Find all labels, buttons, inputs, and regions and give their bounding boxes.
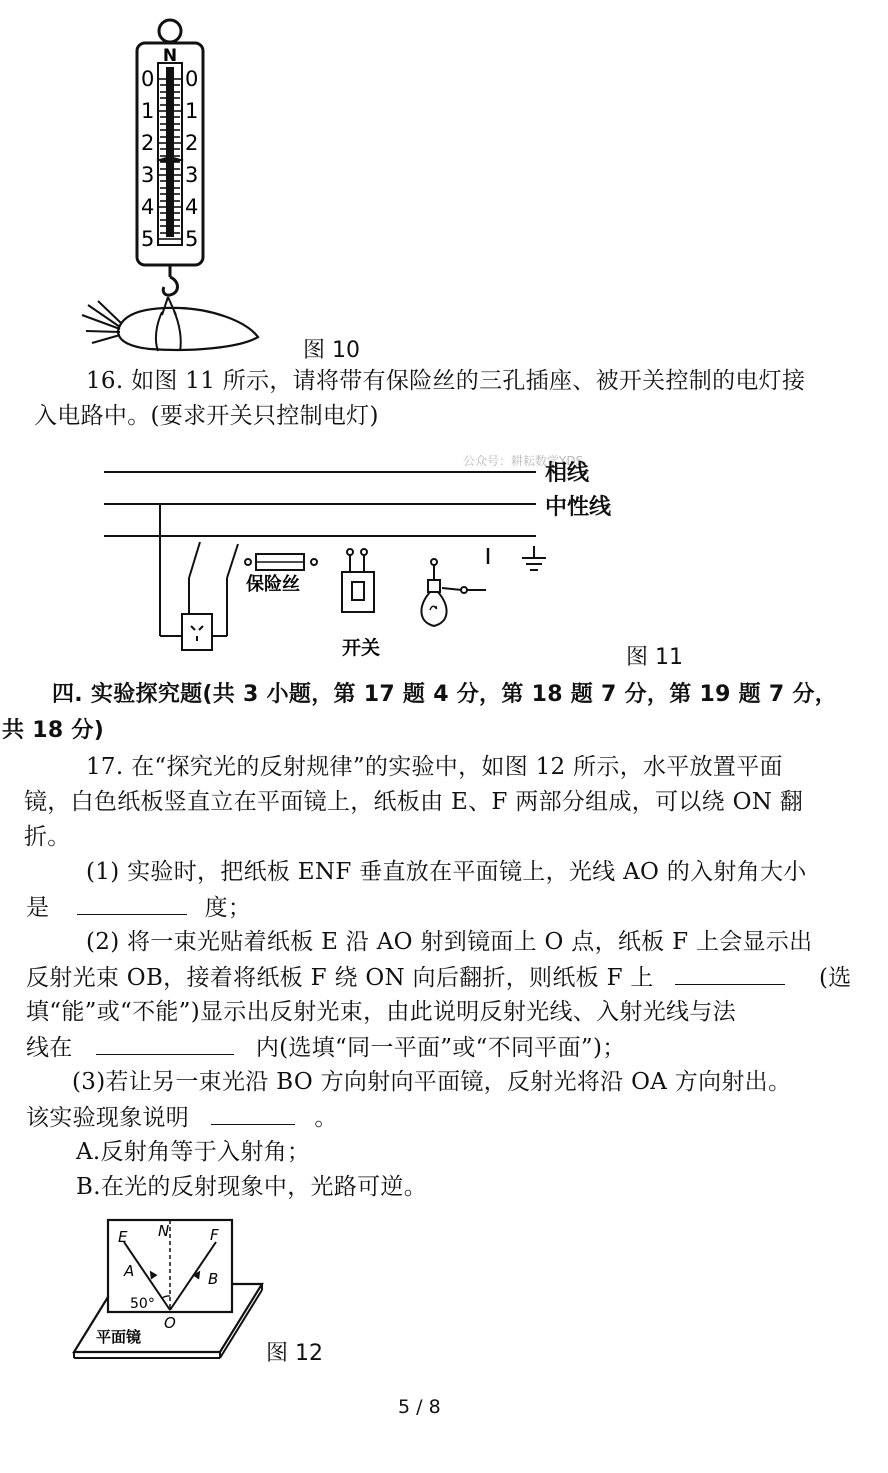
answer-blank-4[interactable] — [211, 1102, 295, 1125]
q17-part2-e — [26, 1032, 626, 1063]
q17-part3-b — [26, 1102, 338, 1133]
q17-part1-b-text: 是 — [26, 895, 50, 921]
q17-option-b: B.在光的反射现象中，光路可逆。 — [76, 1174, 428, 1200]
scale-right-1: 1 — [185, 99, 199, 123]
scale-right-3: 3 — [185, 163, 199, 187]
scale-right-4: 4 — [185, 195, 199, 219]
fig12-label-N: N — [158, 1222, 170, 1240]
q17-line-1: 17. 在“探究光的反射规律”的实验中，如图 12 所示，水平放置平面 — [86, 754, 783, 780]
scale-left-1: 1 — [141, 99, 155, 123]
scale-left-5: 5 — [141, 227, 155, 251]
neutral-wire-label: 中性线 — [545, 495, 612, 520]
answer-blank-1[interactable] — [77, 892, 187, 915]
q17-part2-b-text: 反射光束 OB，接着将纸板 F 绕 ON 向后翻折，则纸板 F 上 — [26, 965, 654, 991]
page-number: 5 / 8 — [398, 1396, 441, 1418]
q17-part2-a: (2) 将一束光贴着纸板 E 沿 AO 射到镜面上 O 点，纸板 F 上会显示出 — [86, 929, 813, 955]
q17-part2-c-text: (选 — [818, 965, 852, 991]
q17-part3-a: (3)若让另一束光沿 BO 方向射向平面镜，反射光将沿 OA 方向射出。 — [72, 1069, 792, 1095]
scale-right-0: 0 — [185, 67, 199, 91]
section-4-heading-cont: 共 18 分) — [2, 718, 105, 743]
answer-blank-3[interactable] — [96, 1032, 234, 1055]
figure-12-caption: 图 12 — [266, 1341, 323, 1366]
q16-line-2: 入电路中。(要求开关只控制电灯) — [34, 403, 379, 429]
figure-10-spring-scale — [70, 15, 300, 360]
scale-left-3: 3 — [141, 163, 155, 187]
watermark: 公众号：耕耘数学YDS — [463, 454, 584, 468]
q17-option-a: A.反射角等于入射角； — [76, 1139, 311, 1165]
q17-part1-c-text: 度； — [204, 895, 252, 921]
scale-left-0: 0 — [141, 67, 155, 91]
fig12-label-B: B — [208, 1270, 219, 1288]
figure-10-caption: 图 10 — [303, 338, 360, 363]
fig12-label-E: E — [118, 1228, 128, 1246]
q17-line-2: 镜，白色纸板竖直立在平面镜上，纸板由 E、F 两部分组成，可以绕 ON 翻 — [24, 789, 804, 815]
fig12-mirror-label: 平面镜 — [96, 1328, 142, 1346]
scale-right-2: 2 — [185, 131, 199, 155]
figure-11-caption: 图 11 — [626, 645, 683, 670]
fig12-label-A: A — [124, 1262, 135, 1280]
answer-blank-2[interactable] — [675, 962, 785, 985]
fig12-angle: 50° — [130, 1296, 155, 1312]
q17-part2-e-text: 线在 — [26, 1035, 73, 1061]
scale-top-label: N — [162, 46, 178, 66]
section-4-heading: 四. 实验探究题(共 3 小题，第 17 题 4 分，第 18 题 7 分，第 19 题 7 分， — [52, 682, 838, 707]
q17-line-3: 折。 — [24, 824, 71, 850]
fuse-label: 保险丝 — [246, 574, 300, 595]
q17-part2-f-text: 内(选填“同一平面”或“不同平面”)； — [255, 1035, 626, 1061]
q17-part1-b — [26, 892, 251, 923]
fig12-label-F: F — [210, 1226, 219, 1244]
switch-label: 开关 — [342, 637, 381, 659]
scale-left-4: 4 — [141, 195, 155, 219]
scale-left-2: 2 — [141, 131, 155, 155]
figure-12-reflection — [70, 1212, 270, 1362]
fig12-label-O: O — [164, 1314, 176, 1332]
q17-part3-b-text: 该实验现象说明 — [26, 1105, 190, 1131]
q17-part2-d: 填“能”或“不能”)显示出反射光束，由此说明反射光线、入射光线与法 — [26, 999, 736, 1025]
q17-part2-b — [26, 962, 852, 993]
q16-line-1: 16. 如图 11 所示，请将带有保险丝的三孔插座、被开关控制的电灯接 — [86, 368, 806, 394]
q17-part1-a: (1) 实验时，把纸板 ENF 垂直放在平面镜上，光线 AO 的入射角大小 — [86, 859, 807, 885]
q17-part3-c-text: 。 — [314, 1105, 338, 1131]
scale-right-5: 5 — [185, 227, 199, 251]
live-wire-label: 相线 — [545, 461, 590, 486]
